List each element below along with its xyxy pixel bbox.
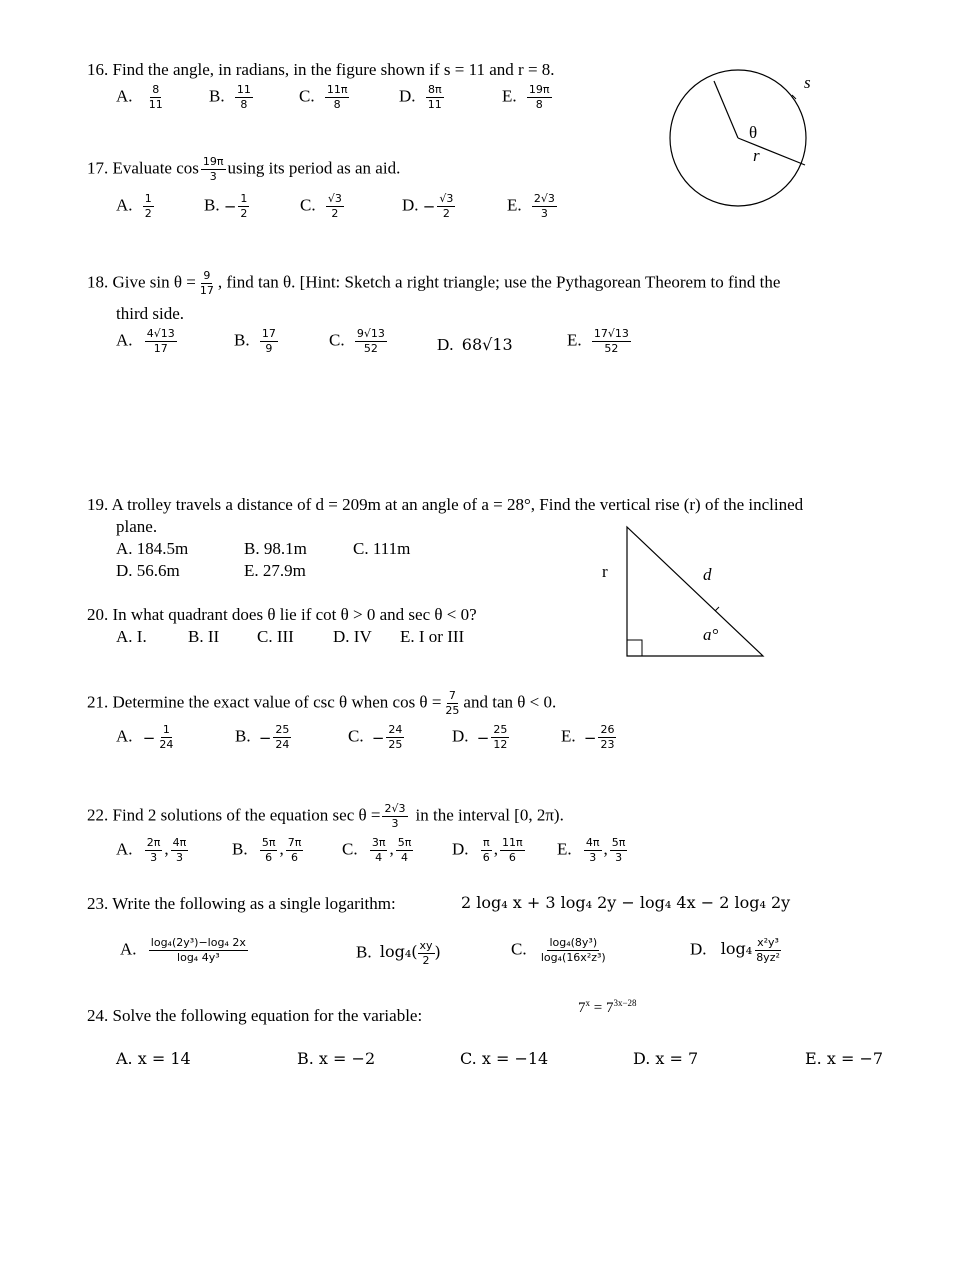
q23-expression: 2 log₄ x + 3 log₄ 2y − log₄ 4x − 2 log₄ 2y bbox=[461, 893, 791, 912]
right-angle-marker bbox=[627, 640, 642, 656]
q24-option-b: B. x = −2 bbox=[297, 1049, 376, 1068]
q18-option-e: E. $\frac{17√13}{52}$ bbox=[567, 327, 629, 355]
label-d: d bbox=[703, 565, 712, 584]
right-triangle-figure bbox=[596, 520, 776, 665]
q19-option-a: A. 184.5m bbox=[116, 539, 189, 558]
q16-option-b: B. $\frac{11}{8}$ bbox=[209, 83, 251, 111]
q16-option-e: E. $\frac{19\pi}{8}$ bbox=[502, 83, 550, 111]
q17-option-e: E. $\frac{2√3}{3}$ bbox=[507, 192, 555, 220]
q20-option-a: A. I. bbox=[116, 627, 147, 646]
q23-prompt: 23. Write the following as a single logarithm: bbox=[87, 894, 396, 913]
q21-prompt: 21. Determine the exact value of csc θ when cos θ = $\frac{7}{25}$ and tan θ < 0. bbox=[87, 689, 557, 717]
q17-option-c: C. $\frac{√3}{2}$ bbox=[300, 192, 342, 220]
radius-line-2 bbox=[738, 138, 805, 165]
q24-option-c: C. x = −14 bbox=[460, 1049, 549, 1068]
q16-prompt: 16. Find the angle, in radians, in the figure shown if s = 11 and r = 8. bbox=[87, 60, 555, 79]
q24-option-d: D. x = 7 bbox=[633, 1049, 699, 1068]
q16-option-c: C. $\frac{11\pi}{8}$ bbox=[299, 83, 348, 111]
q16-option-d: D. $\frac{8\pi}{11}$ bbox=[399, 83, 442, 111]
q18-option-d: D. 68√13 bbox=[437, 335, 513, 354]
q16-option-a: A. $\frac{8}{11}$ bbox=[116, 83, 163, 111]
q18-option-b: B. $\frac{17}{9}$ bbox=[234, 327, 276, 355]
q21-option-d: D. − $\frac{25}{12}$ bbox=[452, 723, 508, 751]
q20-option-c: C. III bbox=[257, 627, 294, 646]
q24-prompt: 24. Solve the following equation for the variable: bbox=[87, 1006, 423, 1025]
q22-option-c: C. $\frac{3\pi}{4}$ , $\frac{5\pi}{4}$ bbox=[342, 836, 412, 864]
q19-option-b: B. 98.1m bbox=[244, 539, 307, 558]
q19-option-c: C. 111m bbox=[353, 539, 411, 558]
q21-option-b: B. − $\frac{25}{24}$ bbox=[235, 723, 290, 751]
q24-option-e: E. x = −7 bbox=[805, 1049, 884, 1068]
radius-line-1 bbox=[714, 81, 738, 138]
q22-option-b: B. $\frac{5\pi}{6}$ , $\frac{7\pi}{6}$ bbox=[232, 836, 302, 864]
q19-option-e: E. 27.9m bbox=[244, 561, 306, 580]
q19-prompt-continued: plane. bbox=[116, 517, 158, 536]
label-r: r bbox=[602, 562, 608, 581]
q18-prompt: 18. Give sin θ = $\frac{9}{17}$ , find tan θ. [Hint: Sketch a right triangle; use the Pythagorean Theorem to find the bbox=[87, 269, 781, 297]
q22-option-a: A. $\frac{2\pi}{3}$ , $\frac{4\pi}{3}$ bbox=[116, 836, 187, 864]
q18-prompt-continued: third side. bbox=[116, 304, 184, 323]
q19-prompt: 19. A trolley travels a distance of d = 209m at an angle of a = 28°, Find the vertical rise (r) of the inclined bbox=[87, 495, 804, 514]
q21-option-a: A. − $\frac{1}{24}$ bbox=[116, 723, 174, 751]
q24-equation: $7^x = 7^{3x-28}$ bbox=[578, 998, 637, 1016]
q19-option-d: D. 56.6m bbox=[116, 561, 180, 580]
label-a: a° bbox=[703, 625, 719, 644]
q22-option-e: E. $\frac{4\pi}{3}$ , $\frac{5\pi}{3}$ bbox=[557, 836, 626, 864]
q20-prompt: 20. In what quadrant does θ lie if cot θ > 0 and sec θ < 0? bbox=[87, 605, 477, 624]
q17-option-a: A. $\frac{1}{2}$ bbox=[116, 192, 152, 220]
q22-prompt: 22. Find 2 solutions of the equation sec θ = $\frac{2√3}{3}$ in the interval [0, 2π). bbox=[87, 802, 564, 830]
label-s: s bbox=[804, 73, 811, 92]
q17-option-d: D. − $\frac{√3}{2}$ bbox=[402, 192, 454, 220]
q21-option-e: E. − $\frac{26}{23}$ bbox=[561, 723, 615, 751]
q22-option-d: D. $\frac{\pi}{6}$ , $\frac{11\pi}{6}$ bbox=[452, 836, 523, 864]
q20-option-b: B. II bbox=[188, 627, 220, 646]
q24-option-a: A. x = 14 bbox=[116, 1049, 191, 1068]
q17-option-b: B. − $\frac{1}{2}$ bbox=[204, 192, 248, 220]
q20-option-d: D. IV bbox=[333, 627, 372, 646]
q18-option-c: C. $\frac{9√13}{52}$ bbox=[329, 327, 385, 355]
q21-option-c: C. − $\frac{24}{25}$ bbox=[348, 723, 403, 751]
label-theta: θ bbox=[749, 123, 758, 142]
q23-option-d: D. log₄ $\frac{\text{x²y³}}{\text{8yz²}}$ bbox=[690, 936, 780, 964]
q23-option-c: C. $\frac{\text{log₄(8y³)}}{\text{log₄(16x²z³)}}$ bbox=[511, 936, 606, 964]
circle-sector-figure bbox=[660, 64, 820, 214]
q23-option-a: A. $\frac{\text{log₄(2y³)−log₄ 2x}}{\text{log₄ 4y³}}$ bbox=[120, 936, 246, 964]
q17-prompt: 17. Evaluate cos $\frac{19\pi}{3}$ using its period as an aid. bbox=[87, 155, 401, 183]
triangle-outline bbox=[627, 527, 763, 656]
hypotenuse-tick bbox=[715, 607, 719, 611]
q20-option-e: E. I or III bbox=[400, 627, 465, 646]
label-r: r bbox=[753, 146, 760, 165]
q18-option-a: A. $\frac{4√13}{17}$ bbox=[116, 327, 175, 355]
q23-option-b: B. log₄( $\frac{xy}{2}$ ) bbox=[356, 939, 441, 967]
